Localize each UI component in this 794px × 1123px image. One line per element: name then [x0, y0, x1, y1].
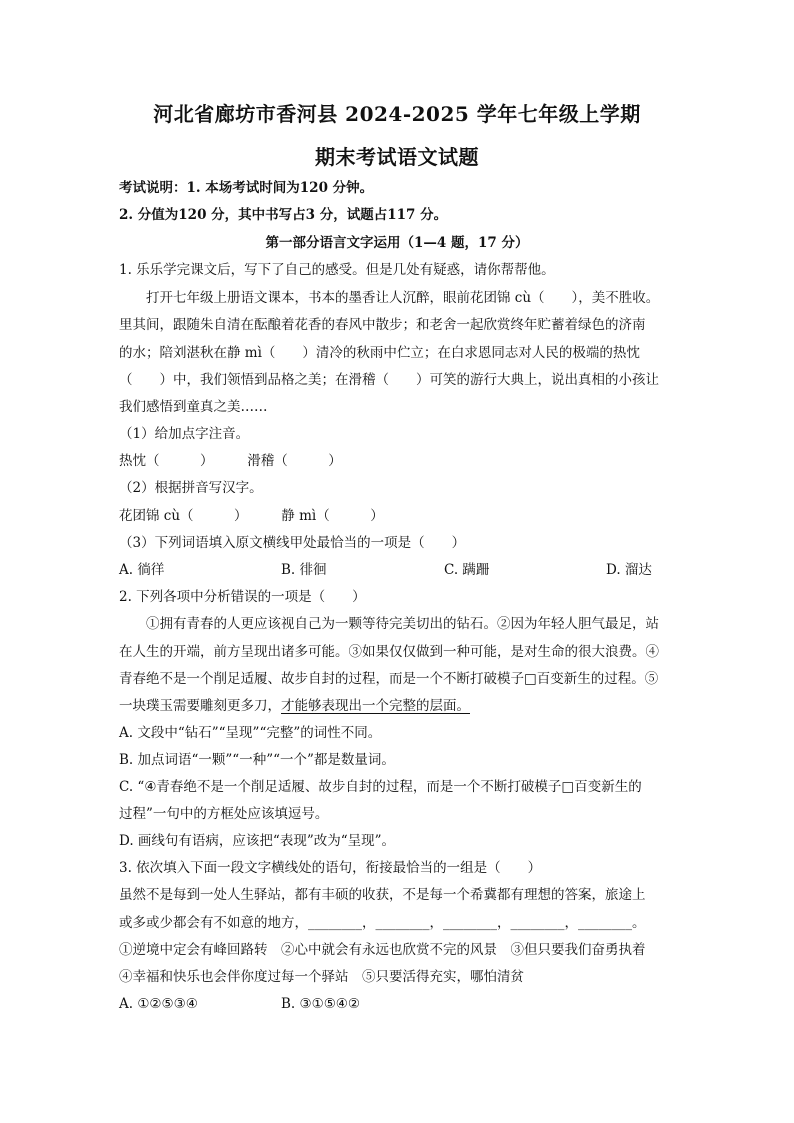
q1-sub1: （1）给加点字注音。 — [119, 426, 250, 442]
q1-sub2-blanks: 花团锦 cù（ ） 静 mì（ ） — [119, 508, 384, 524]
q3-passage-line: 或多或少都会有不如意的地方，________，________，________，________，________。 — [119, 915, 646, 931]
q1-passage-line: （ ）中，我们领悟到品格之美；在滑稽（ ）可笑的游行大典上，说出真相的小孩让 — [119, 372, 659, 388]
q1-option-a: A. 徜徉 — [119, 562, 165, 578]
exam-instruction-1: 考试说明：1. 本场考试时间为120 分钟。 — [119, 180, 374, 196]
q1-sub1-blanks: 热忱（ ） 滑稽（ ） — [119, 453, 342, 469]
exam-instruction-2: 2. 分值为120 分，其中书写占3 分，试题占117 分。 — [119, 207, 448, 223]
q3-choices-line: ④幸福和快乐也会伴你度过每一个驿站 ⑤只要活得充实，哪怕清贫 — [119, 969, 524, 985]
q2-option-c: C. “④青春绝不是一个削足适履、故步自封的过程，而是一个不断打破模子□百变新生的 — [119, 779, 642, 795]
q2-option-a: A. 文段中“钻石”“呈现”“完整”的词性不同。 — [119, 725, 382, 741]
q1-passage-line: 我们感悟到童真之美…… — [119, 399, 268, 415]
q3-option-a: A. ①②⑤③④ — [119, 996, 198, 1012]
q3-option-b: B. ③①⑤④② — [281, 996, 361, 1012]
q2-underlined-sentence: 才能够表现出一个完整的层面。 — [281, 698, 470, 714]
section-heading: 第一部分语言文字运用（1—4 题，17 分） — [265, 235, 529, 251]
exam-title-line1: 河北省廊坊市香河县 2024-2025 学年七年级上学期 — [153, 102, 641, 126]
q2-passage-line: ①拥有青春的人更应该视自己为一颗等待完美切出的钻石。②因为年轻人胆气最足，站 — [146, 616, 659, 632]
q1-passage-line: 打开七年级上册语文课本，书本的墨香让人沉醉，眼前花团锦 cù（ ），美不胜收。 — [146, 290, 660, 306]
q1-sub3: （3）下列词语填入原文横线甲处最恰当的一项是（ ） — [119, 535, 466, 551]
q2-option-b: B. 加点词语“一颗”“一种”“一个”都是数量词。 — [119, 752, 395, 768]
q1-passage-line: 里其间，跟随朱自清在酝酿着花香的春风中散步；和老舍一起欣赏终年贮蓄着绿色的济南 — [119, 317, 646, 333]
q1-option-c: C. 蹒跚 — [444, 562, 490, 578]
q2-passage-last-line — [119, 697, 679, 715]
q2-passage-plain: 一块璞玉需要雕刻更多刀， — [119, 698, 281, 714]
q2-passage-line: 青春绝不是一个削足适履、故步自封的过程，而是一个不断打破模子□百变新生的过程。⑤ — [119, 671, 659, 687]
q1-option-d: D. 溜达 — [606, 562, 652, 578]
q2-option-c-cont: 过程”一句中的方框处应该填逗号。 — [119, 806, 329, 822]
q3-passage-line: 虽然不是每到一处人生驿站，都有丰硕的收获，不是每一个希冀都有理想的答案，旅途上 — [119, 887, 646, 903]
q1-passage-line: 的水；陪刘湛秋在静 mì（ ）清冷的秋雨中伫立；在白求恩同志对人民的极端的热忱 — [119, 345, 640, 361]
q1-stem: 1. 乐乐学完课文后，写下了自己的感受。但是几处有疑惑，请你帮帮他。 — [119, 262, 555, 278]
q1-option-b: B. 徘徊 — [281, 562, 327, 578]
q2-passage-line: 在人生的开端，前方呈现出诸多可能。③如果仅仅做到一种可能，是对生命的很大浪费。④ — [119, 644, 659, 660]
q2-option-d: D. 画线句有语病，应该把“表现”改为“呈现”。 — [119, 833, 396, 849]
q3-stem: 3. 依次填入下面一段文字横线处的语句，衔接最恰当的一组是（ ） — [119, 860, 542, 876]
q3-choices-line: ①逆境中定会有峰回路转 ②心中就会有永远也欣赏不完的风景 ③但只要我们奋勇执着 — [119, 942, 646, 958]
q2-stem: 2. 下列各项中分析错误的一项是（ ） — [119, 589, 366, 605]
exam-title-line2: 期末考试语文试题 — [315, 145, 479, 169]
q1-sub2: （2）根据拼音写汉字。 — [119, 480, 263, 496]
